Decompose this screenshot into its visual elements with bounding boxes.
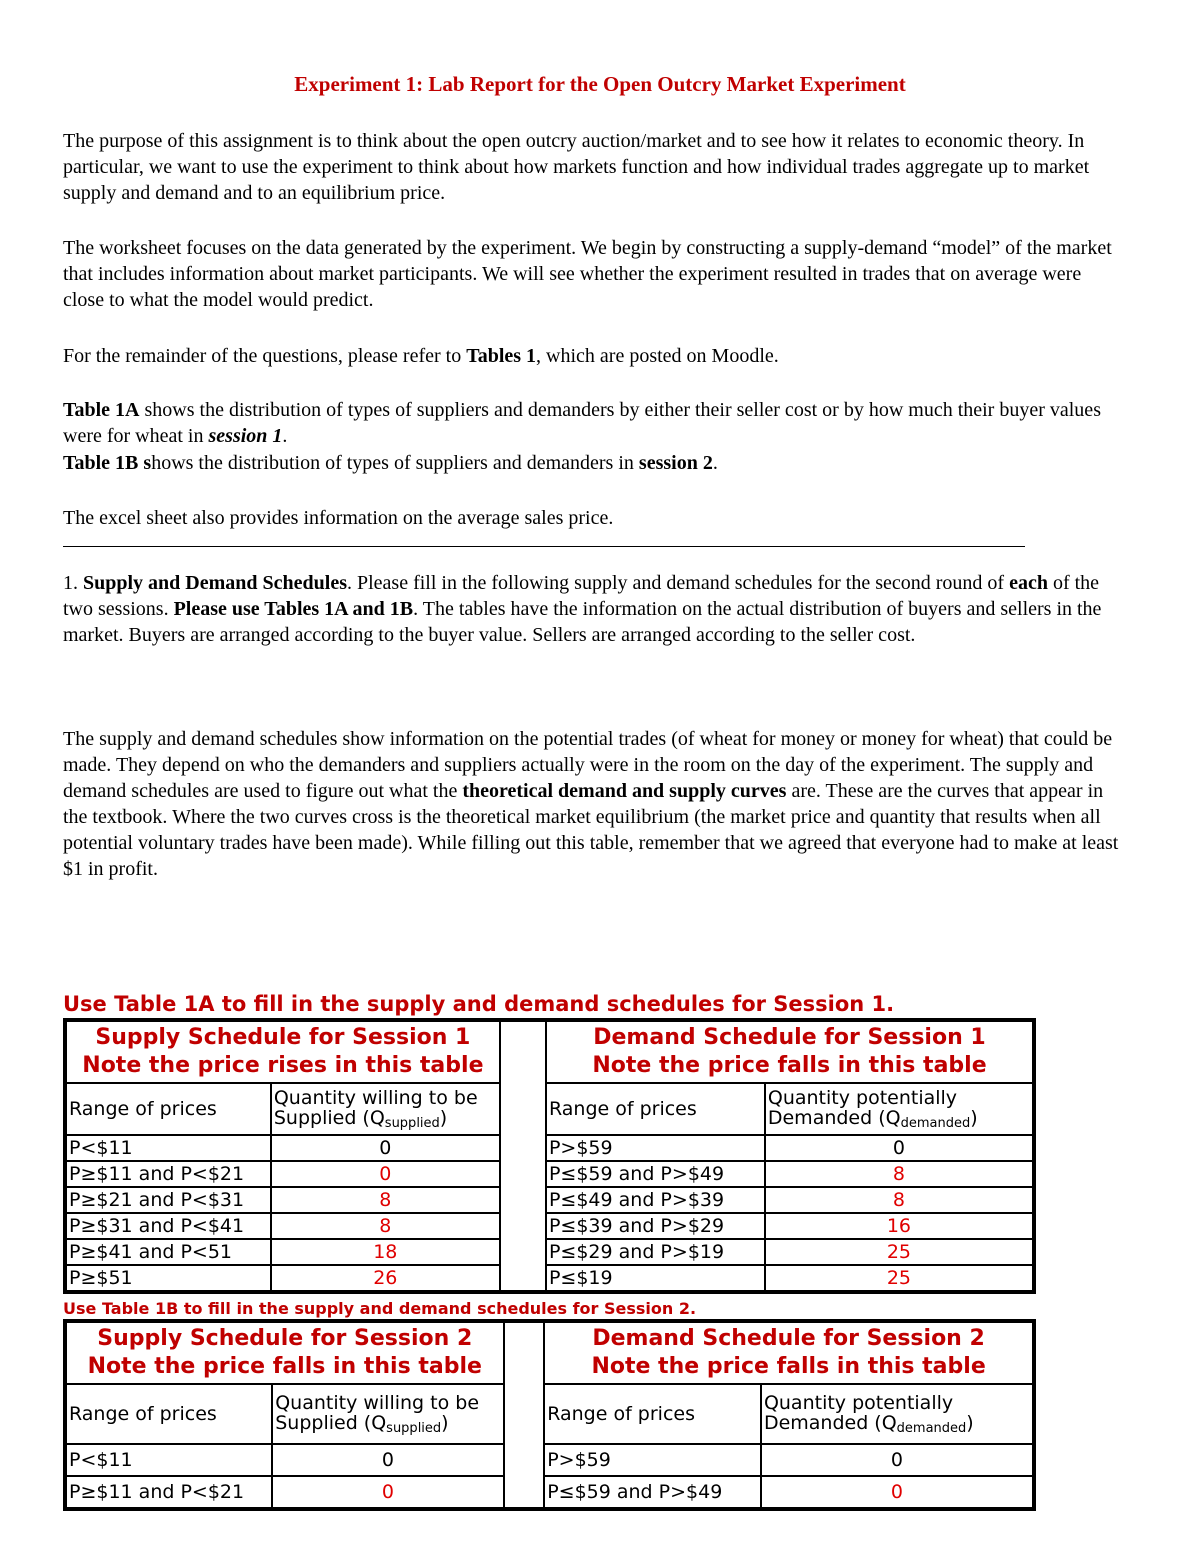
text: ) (970, 1106, 978, 1129)
supply-2-title (65, 1321, 504, 1384)
text-bold: Please use Tables 1A and 1B (173, 598, 414, 620)
session-1-caption: Use Table 1A to fill in the supply and demand schedules for Session 1. (63, 992, 895, 1016)
text: ) (441, 1411, 449, 1434)
table-row (65, 1265, 1034, 1292)
header-line (768, 1108, 1030, 1131)
subscript: supplied (386, 1420, 442, 1436)
text: ) (966, 1411, 974, 1434)
table-1b-description (63, 450, 1123, 476)
subscript: supplied (384, 1115, 440, 1131)
header-line: Quantity willing to be (273, 1086, 478, 1109)
intro-paragraph-1: The purpose of this assignment is to think about the open outcry auction/market and to see how it relates to economic theory. In particular, we want to use the experiment to think about how markets function and how individual trades aggregate up to market supply and demand and to an equilibrium price. (63, 130, 1090, 204)
quantity-answer-cell[interactable]: 0 (272, 1476, 503, 1509)
session-2-caption: Use Table 1B to fill in the supply and demand schedules for Session 2. (63, 1299, 697, 1318)
price-range-cell: P≥$21 and P<$31 (65, 1187, 271, 1213)
text: shows the distribution of types of suppliers and demanders by either their seller cost or by how much their buyer values were for wheat in (63, 399, 1101, 447)
title-line: Demand Schedule for Session 2 (592, 1326, 985, 1351)
header-line (764, 1413, 1030, 1436)
price-range-cell: P≥$31 and P<$41 (65, 1213, 271, 1239)
intro-paragraph-2: The worksheet focuses on the data generated by the experiment. We begin by constructing a supply-demand “model” of the market that includes information about market participants. We will see whether the experiment resulted in trades that on average were close to what the model would predict. (63, 237, 1112, 311)
quantity-answer-cell[interactable]: 0 (761, 1476, 1034, 1509)
text: . (282, 425, 288, 447)
table-row (65, 1476, 1034, 1509)
title-line: Note the price falls in this table (591, 1354, 986, 1379)
table-row (65, 1239, 1034, 1265)
title-line: Note the price falls in this table (87, 1354, 482, 1379)
intro-paragraph-3 (63, 343, 1123, 369)
subscript: demanded (896, 1420, 967, 1436)
horizontal-rule (63, 546, 1025, 547)
demand-2-title (544, 1321, 1034, 1384)
table-row (65, 1135, 1034, 1161)
column-header: Range of prices (65, 1384, 272, 1444)
quantity-cell: 0 (765, 1135, 1034, 1161)
price-range-cell: P≥$41 and P<51 (65, 1239, 271, 1265)
column-header (272, 1384, 503, 1444)
title-line: Supply Schedule for Session 1 (95, 1025, 471, 1050)
demand-1-title (546, 1020, 1034, 1083)
header-line: Quantity willing to be (275, 1391, 480, 1414)
price-range-cell: P<$11 (65, 1135, 271, 1161)
quantity-answer-cell[interactable]: 18 (271, 1239, 500, 1265)
table-1a-description (63, 397, 1123, 449)
text: Demanded (Q (763, 1411, 897, 1434)
column-header: Range of prices (546, 1083, 765, 1135)
document-title: Experiment 1: Lab Report for the Open Outcry Market Experiment (294, 72, 906, 96)
header-line (275, 1413, 500, 1436)
table-row (65, 1161, 1034, 1187)
text: ) (439, 1106, 448, 1129)
price-range-cell: P≤$49 and P>$39 (546, 1187, 765, 1213)
price-range-cell: P>$59 (544, 1444, 761, 1476)
table-row (65, 1213, 1034, 1239)
title-line: Note the price falls in this table (592, 1053, 987, 1078)
price-range-cell: P<$11 (65, 1444, 272, 1476)
subscript: demanded (900, 1115, 971, 1131)
intro-paragraph-5: The excel sheet also provides information on the average sales price. (63, 507, 614, 529)
text: For the remainder of the questions, please refer to (63, 345, 467, 367)
column-header: Range of prices (544, 1384, 761, 1444)
text: . Please fill in the following supply and demand schedules for the second round of (346, 572, 1010, 594)
title-line: Note the price rises in this table (82, 1053, 484, 1078)
question-number: 1. (63, 572, 83, 594)
column-header: Range of prices (65, 1083, 271, 1135)
text-bold: session 2 (638, 452, 713, 474)
text: . (712, 452, 718, 474)
quantity-answer-cell[interactable]: 8 (765, 1187, 1034, 1213)
price-range-cell: P≥$51 (65, 1265, 271, 1292)
quantity-answer-cell[interactable]: 25 (765, 1239, 1034, 1265)
text: The supply and demand schedules show information on the potential trades (of wheat for money or money for wheat) that could be made. They depend on who the demanders and suppliers actually were in the room on the day of the experiment. The supply and demand schedules are used to figure out what the (63, 728, 1113, 802)
header-line: Quantity potentially (763, 1391, 954, 1414)
text: , which are posted on Moodle. (536, 345, 779, 367)
text: Demanded (Q (767, 1106, 901, 1129)
supply-1-title (65, 1020, 500, 1083)
text: hows the distribution of types of suppliers and demanders in (151, 452, 639, 474)
quantity-answer-cell[interactable]: 0 (271, 1161, 500, 1187)
quantity-answer-cell[interactable]: 26 (271, 1265, 500, 1292)
column-header (761, 1384, 1034, 1444)
price-range-cell: P>$59 (546, 1135, 765, 1161)
title-line: Demand Schedule for Session 1 (593, 1025, 986, 1050)
table-row (65, 1187, 1034, 1213)
explanation-paragraph (63, 726, 1123, 882)
quantity-answer-cell[interactable]: 8 (271, 1187, 500, 1213)
session-2-schedules-table (63, 1319, 1036, 1511)
quantity-answer-cell[interactable]: 8 (271, 1213, 500, 1239)
quantity-cell: 0 (761, 1444, 1034, 1476)
text-bold: theoretical demand and supply curves (462, 780, 787, 802)
quantity-cell: 0 (271, 1135, 500, 1161)
quantity-answer-cell[interactable]: 16 (765, 1213, 1034, 1239)
price-range-cell: P≤$59 and P>$49 (546, 1161, 765, 1187)
price-range-cell: P≤$59 and P>$49 (544, 1476, 761, 1509)
header-line (274, 1108, 497, 1131)
table-spacer (504, 1321, 545, 1509)
price-range-cell: P≤$39 and P>$29 (546, 1213, 765, 1239)
text: of the two sessions. (63, 572, 1100, 620)
question-heading: Supply and Demand Schedules (83, 572, 347, 594)
table-spacer (500, 1020, 546, 1292)
text: Supplied (Q (275, 1411, 387, 1434)
column-header (271, 1083, 500, 1135)
text: are. These are the curves that appear in the textbook. Where the two curves cross is the theoretical market equilibrium (the market price and quantity that results when all potential voluntary trades have been made). While filling out this table, remember that we agreed that everyone had to make at least $1 in profit. (63, 780, 1119, 880)
text: Supplied (Q (273, 1106, 385, 1129)
price-range-cell: P≤$29 and P>$19 (546, 1239, 765, 1265)
table-row (65, 1444, 1034, 1476)
title-line: Supply Schedule for Session 2 (97, 1326, 473, 1351)
quantity-answer-cell[interactable]: 25 (765, 1265, 1034, 1292)
text-bold-italic: session 1 (208, 425, 283, 447)
text-bold: Table 1A (63, 399, 140, 421)
session-1-schedules-table (63, 1018, 1036, 1294)
text-bold: each (1009, 572, 1048, 594)
question-1 (63, 570, 1123, 648)
text-bold: Table 1B s (63, 452, 152, 474)
header-line: Quantity potentially (767, 1086, 958, 1109)
text-bold: Tables 1 (466, 345, 537, 367)
quantity-cell: 0 (272, 1444, 503, 1476)
quantity-answer-cell[interactable]: 8 (765, 1161, 1034, 1187)
price-range-cell: P≥$11 and P<$21 (65, 1161, 271, 1187)
price-range-cell: P≥$11 and P<$21 (65, 1476, 272, 1509)
text: . The tables have the information on the actual distribution of buyers and sellers in the market. Buyers are arranged according to the buyer value. Sellers are arranged according to the seller cost. (63, 598, 1102, 646)
price-range-cell: P≤$19 (546, 1265, 765, 1292)
column-header (765, 1083, 1034, 1135)
